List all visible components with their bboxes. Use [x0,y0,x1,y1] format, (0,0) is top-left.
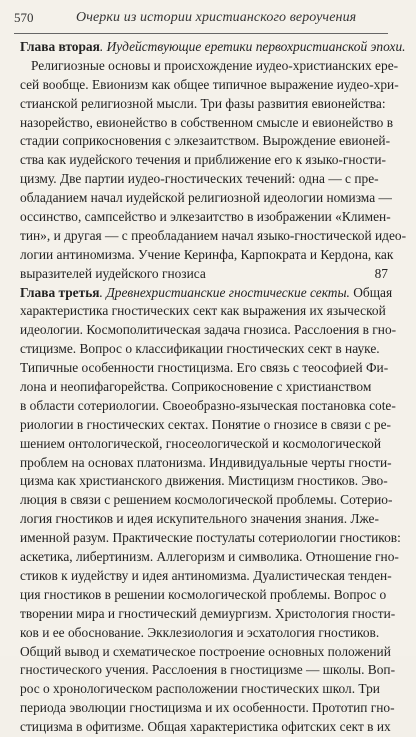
chapter3-desc-line: люция в связи с решением космологической проблемы. Сотерио- [20,492,393,508]
chapter-3-title-tail: Общая [349,284,393,300]
chapter3-desc-line: в области сотериологии. Своеобразно-языческая постановка сote- [20,397,396,413]
header-rule [14,33,388,34]
chapter3-desc-line: стиков к иудейству и идея антиномизма. Дуалистическая тенден- [20,567,392,583]
page-number: 570 [14,10,34,25]
chapter3-desc-line: идеологии. Космополитическая задача гнозиса. Расслоения в гно- [20,322,397,338]
chapter3-desc-line: гностического учения. Расслоения в гностицизме — школы. Воп- [20,662,396,678]
chapter3-desc-line: лона и неопифагорейства. Соприкосновение с христианством [20,379,372,395]
chapter3-desc-line: Общий вывод и схематическое построение основных положений [20,643,391,659]
chapter2-desc-line: назорейство, евионейство в собственном смысле и евионейство в [20,114,394,130]
table-of-contents-body [20,38,407,737]
chapter3-desc-line: аскетика, либертинизм. Аллегоризм и символика. Отношение гно- [20,549,399,565]
chapter3-desc-line: рос о хронологическом расположении гностических школ. Три [20,681,380,697]
chapter-2-label: Глава вторая [20,39,100,54]
chapter-3-label: Глава третья [20,284,100,300]
chapter2-desc-line: цизму. Две партии иудео-гностических течений: одна — с пре- [20,171,379,187]
chapter3-desc-line: стицизме. Вопрос о классификации гностических сект в науке. [20,341,380,357]
chapter-3-title: . Древнехристианские гностические секты. [99,284,350,300]
chapter3-desc-line: периода эволюции гностицизма и их особенности. Прототип гно- [20,700,395,716]
page-header [0,10,416,32]
chapter3-desc-line: характеристика гностических сект как выражения их языческой [20,303,386,319]
chapter3-desc-line: стицизма в офитизме. Общая характеристика офитских сект в их [20,719,391,735]
chapter-2-entry [20,38,407,284]
chapter2-desc-line: тин», и другая — с преобладанием начал языко-гностической идео- [20,227,407,243]
chapter3-desc-line: Типичные особенности гностицизма. Его связь с теософией Фи- [20,360,389,376]
chapter-2-heading-line [20,38,406,57]
chapter3-desc-line: логия гностиков и идея искупительного значения знания. Лже- [20,511,379,527]
chapter3-desc-line: творении мира и гностический демиургизм. Христология гности- [20,605,396,621]
chapter2-desc-line: стианской религиозной мысли. Три фазы развития евионейства: [20,95,386,111]
chapter2-desc-line: ства как иудейского течения и приближение его к языко-гности- [20,152,386,168]
chapter3-desc-line: именной разум. Практические постулаты сотериологии гностиков: [20,530,401,546]
chapter-3-entry [20,284,401,737]
chapter3-desc-line: цизма как христианского движения. Мистицизм гностиков. Эво- [20,473,388,489]
chapter2-desc-line: Религиозные основы и происхождение иудео-христианских ере- [31,57,399,73]
chapter-2-page-ref: 87 [374,265,388,281]
chapter2-desc-line: обладанием начал иудейской религиозной идеологии номизма — [20,190,392,206]
chapter-3-heading-line [20,284,393,303]
chapter-3-description [20,302,401,736]
chapter3-desc-line: риологии в гностических сектах. Понятие о гнозисе в связи с ре- [20,416,392,432]
chapter3-desc-line: ков и ее обоснование. Экклезиология и эсхатология гностиков. [20,624,380,640]
chapter-2-description [20,57,407,284]
chapter2-desc-line: стадии соприкосновения с элкезаитством. Вырождение евионей- [20,133,391,149]
chapter2-desc-line: оссинство, сампсейство и элкезаитство в изображении «Климен- [20,209,391,225]
chapter3-desc-line: шением онтологической, гносеологической и космологической [20,435,382,451]
chapter3-desc-line: проблем на основах платонизма. Индивидуальные черты гности- [20,454,392,470]
chapter3-desc-line: ция гностиков в решении космологической проблемы. Вопрос о [20,586,387,602]
chapter2-desc-line: логии антиномизма. Учение Керинфа, Карпократа и Кердона, как [20,246,394,262]
chapter-2-title: . Иудействующие еретики первохристианской эпохи. [99,39,406,54]
running-title: Очерки из истории христианского вероучения [76,10,357,25]
chapter2-desc-line: выразителей иудейского гнозиса 87 [20,265,388,284]
chapter2-desc-line: сей вообще. Евионизм как общее типичное выражение иудео-хри- [20,76,399,92]
